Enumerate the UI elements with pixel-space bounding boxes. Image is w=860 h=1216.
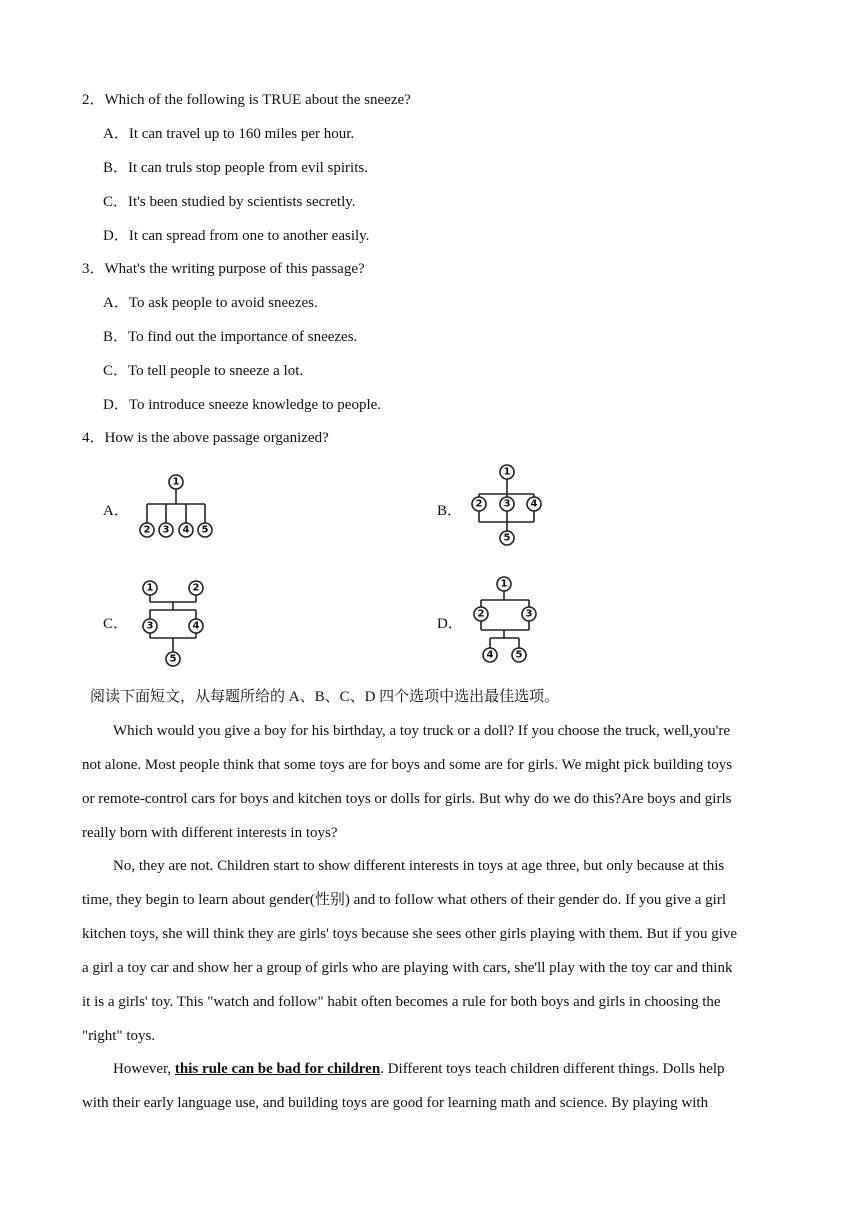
diagram-a-node-2 <box>140 523 154 537</box>
diagram-a-node-3 <box>159 523 173 537</box>
q4-option-c-label: C． <box>103 616 129 632</box>
diagram-c-node-1 <box>143 581 157 595</box>
passage-line: No, they are not. Children start to show different interests in toys at age three, but only because at this <box>113 858 725 874</box>
passage-line: time, they begin to learn about gender(性别) and to follow what others of their gender do. If you give a girl <box>82 892 726 908</box>
svg-text:4: 4 <box>486 649 494 661</box>
reading-instruction: 阅读下面短文，从每题所给的 A、B、C、D 四个选项中选出最佳选项。 <box>90 689 560 705</box>
svg-text:2: 2 <box>475 498 483 510</box>
structure-diagram-a <box>134 470 222 542</box>
svg-text:5: 5 <box>169 653 177 665</box>
diagram-b-node-3 <box>500 497 514 511</box>
diagram-d-node-4 <box>483 648 497 662</box>
q3-option-b: B．To find out the importance of sneezes. <box>103 329 358 345</box>
question-2-stem: 2．Which of the following is TRUE about the sneeze? <box>82 92 411 108</box>
svg-text:2: 2 <box>143 524 151 536</box>
diagram-a-node-5 <box>198 523 212 537</box>
structure-diagram-b <box>466 460 550 550</box>
q3-option-c: C．To tell people to sneeze a lot. <box>103 363 304 379</box>
svg-text:4: 4 <box>192 620 200 632</box>
diagram-b-node-2 <box>472 497 486 511</box>
diagram-d-node-3 <box>522 607 536 621</box>
diagram-b-node-4 <box>527 497 541 511</box>
q4-option-b-label: B． <box>437 503 463 519</box>
q4-option-a-label: A． <box>103 503 129 519</box>
q3-option-d: D．To introduce sneeze knowledge to people. <box>103 397 382 413</box>
diagram-d-node-5 <box>512 648 526 662</box>
diagram-b-node-1 <box>500 465 514 479</box>
svg-text:5: 5 <box>515 649 523 661</box>
diagram-c-node-2 <box>189 581 203 595</box>
q4-option-d-label: D． <box>437 616 463 632</box>
diagram-d-node-1 <box>497 577 511 591</box>
q2-option-b: B．It can truls stop people from evil spirits. <box>103 160 368 176</box>
passage-line: a girl a toy car and show her a group of girls who are playing with cars, she'll play with the toy car and think <box>82 960 733 976</box>
diagram-d-node-2 <box>474 607 488 621</box>
svg-text:3: 3 <box>162 524 170 536</box>
question-3-stem: 3．What's the writing purpose of this passage? <box>82 261 365 277</box>
passage-text: . Different toys teach children different things. Dolls help <box>380 1061 725 1077</box>
passage-line: not alone. Most people think that some toys are for boys and some are for girls. We might pick building toys <box>82 757 733 773</box>
passage-line: really born with different interests in toys? <box>82 825 338 841</box>
structure-diagram-d <box>467 572 547 668</box>
svg-text:5: 5 <box>503 532 511 544</box>
passage-line: it is a girls' toy. This "watch and follow" habit often becomes a rule for both boys and girls in choosing the <box>82 994 721 1010</box>
passage-text: However, <box>113 1061 175 1077</box>
svg-text:1: 1 <box>172 476 180 488</box>
svg-text:4: 4 <box>530 498 538 510</box>
passage-line: kitchen toys, she will think they are girls' toys because she sees other girls playing with them. But if you give <box>82 926 738 942</box>
svg-text:2: 2 <box>477 608 485 620</box>
structure-diagram-c <box>136 576 216 670</box>
svg-text:4: 4 <box>182 524 190 536</box>
underlined-phrase: this rule can be bad for children <box>174 1061 381 1077</box>
svg-text:1: 1 <box>500 578 508 590</box>
svg-text:1: 1 <box>146 582 154 594</box>
svg-text:3: 3 <box>503 498 511 510</box>
diagram-b-node-5 <box>500 531 514 545</box>
question-4-stem: 4．How is the above passage organized? <box>82 430 329 446</box>
passage-line-with-underline <box>113 1060 725 1078</box>
q2-option-c: C．It's been studied by scientists secretly. <box>103 194 356 210</box>
diagram-c-node-4 <box>189 619 203 633</box>
passage-line: Which would you give a boy for his birthday, a toy truck or a doll? If you choose the truck, well,you're <box>113 723 730 739</box>
diagram-c-node-5 <box>166 652 180 666</box>
svg-text:2: 2 <box>192 582 200 594</box>
passage-line: "right" toys. <box>82 1028 156 1044</box>
svg-text:1: 1 <box>503 466 511 478</box>
svg-text:5: 5 <box>201 524 209 536</box>
diagram-c-node-3 <box>143 619 157 633</box>
passage-line: or remote-control cars for boys and kitchen toys or dolls for girls. But why do we do this?Are boys and girls <box>82 791 732 807</box>
q2-option-d: D．It can spread from one to another easily. <box>103 228 370 244</box>
svg-text:3: 3 <box>146 620 154 632</box>
svg-text:3: 3 <box>525 608 533 620</box>
q2-option-a: A．It can travel up to 160 miles per hour. <box>103 126 355 142</box>
diagram-a-node-4 <box>179 523 193 537</box>
diagram-a-node-1 <box>169 475 183 489</box>
q3-option-a: A．To ask people to avoid sneezes. <box>103 295 318 311</box>
passage-line: with their early language use, and building toys are good for learning math and science. By playing with <box>82 1095 709 1111</box>
